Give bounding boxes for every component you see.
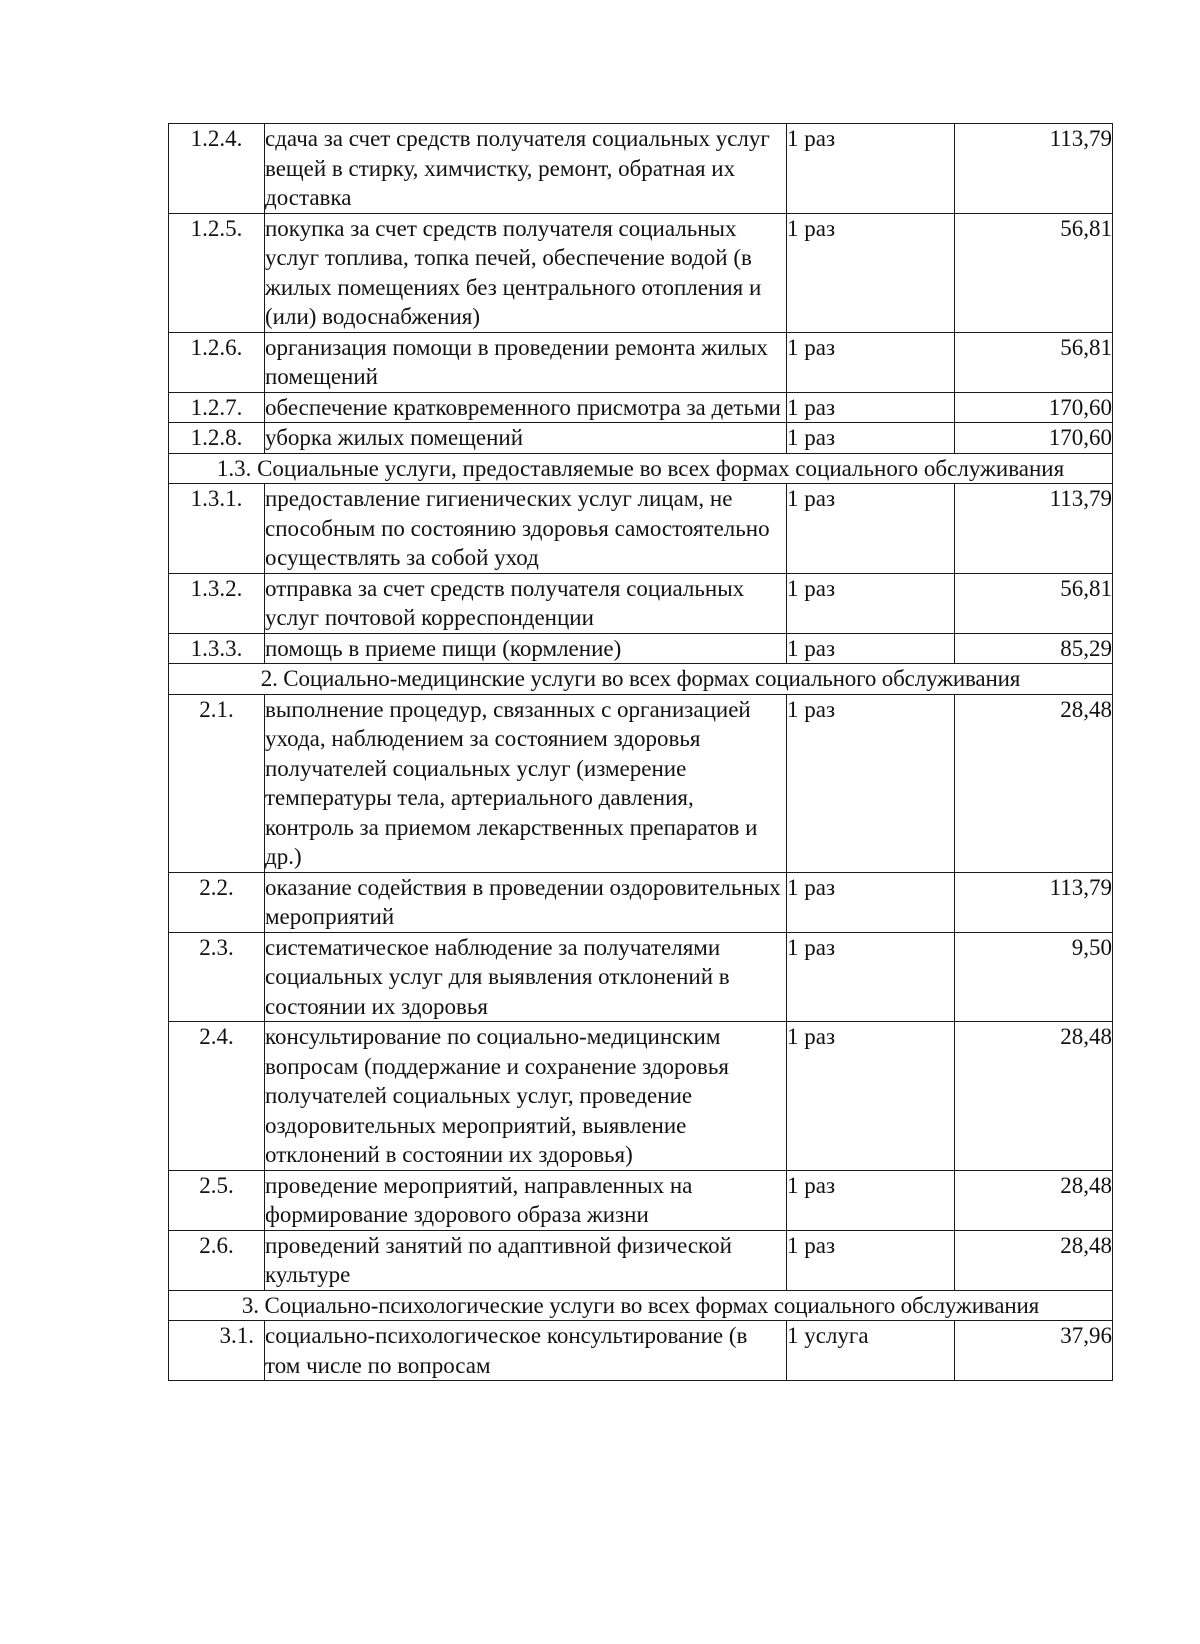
- table-row: [169, 423, 1113, 454]
- table-row: [169, 932, 1113, 1022]
- section-heading: 1.3. Социальные услуги, предоставляемые во всех формах социального обслуживания: [169, 453, 1113, 484]
- service-price: 113,79: [955, 872, 1113, 932]
- service-number: 2.4.: [169, 1022, 265, 1171]
- service-name: предоставление гигиенических услуг лицам, не способным по состоянию здоровья самостоятельно осуществлять за собой уход: [265, 484, 787, 574]
- section-row: [169, 1290, 1113, 1321]
- service-price: 28,48: [955, 1170, 1113, 1230]
- service-number: 1.2.7.: [169, 392, 265, 423]
- section-heading: 2. Социально-медицинские услуги во всех формах социального обслуживания: [169, 664, 1113, 695]
- service-name: сдача за счет средств получателя социальных услуг вещей в стирку, химчистку, ремонт, обратная их доставка: [265, 124, 787, 214]
- table-row: [169, 1230, 1113, 1290]
- service-unit: 1 раз: [787, 213, 955, 332]
- service-number: 1.2.5.: [169, 213, 265, 332]
- service-unit: 1 раз: [787, 573, 955, 633]
- service-name: систематическое наблюдение за получателями социальных услуг для выявления отклонений в состоянии их здоровья: [265, 932, 787, 1022]
- service-name: обеспечение кратковременного присмотра за детьми: [265, 392, 787, 423]
- service-unit: 1 раз: [787, 1170, 955, 1230]
- service-unit: 1 раз: [787, 124, 955, 214]
- service-number: 2.6.: [169, 1230, 265, 1290]
- service-unit: 1 раз: [787, 392, 955, 423]
- service-price: 113,79: [955, 124, 1113, 214]
- service-number: 2.3.: [169, 932, 265, 1022]
- service-unit: 1 раз: [787, 1022, 955, 1171]
- service-number: 1.3.3.: [169, 633, 265, 664]
- table-row: [169, 484, 1113, 574]
- section-row: [169, 664, 1113, 695]
- table-row: [169, 1022, 1113, 1171]
- service-unit: 1 раз: [787, 423, 955, 454]
- service-unit: 1 раз: [787, 932, 955, 1022]
- service-price: 37,96: [955, 1321, 1113, 1381]
- service-price: 9,50: [955, 932, 1113, 1022]
- service-price: 170,60: [955, 392, 1113, 423]
- service-price: 56,81: [955, 332, 1113, 392]
- service-name: проведение мероприятий, направленных на формирование здорового образа жизни: [265, 1170, 787, 1230]
- service-name: выполнение процедур, связанных с организацией ухода, наблюдением за состоянием здоровья получателей социальных услуг (измерение температуры тела, артериального давления, контроль за приемом лекарственных препаратов и др.): [265, 694, 787, 872]
- table-row: [169, 124, 1113, 214]
- service-name: консультирование по социально-медицинским вопросам (поддержание и сохранение здоровья получателей социальных услуг, проведение оздоровительных мероприятий, выявление отклонений в состоянии их здоровья): [265, 1022, 787, 1171]
- service-unit: 1 раз: [787, 633, 955, 664]
- service-price: 170,60: [955, 423, 1113, 454]
- service-price: 28,48: [955, 694, 1113, 872]
- service-unit: 1 услуга: [787, 1321, 955, 1381]
- service-price: 85,29: [955, 633, 1113, 664]
- service-name: помощь в приеме пищи (кормление): [265, 633, 787, 664]
- service-number: 1.2.4.: [169, 124, 265, 214]
- service-name: проведений занятий по адаптивной физической культуре: [265, 1230, 787, 1290]
- service-unit: 1 раз: [787, 872, 955, 932]
- service-name: уборка жилых помещений: [265, 423, 787, 454]
- service-price: 56,81: [955, 573, 1113, 633]
- service-unit: 1 раз: [787, 694, 955, 872]
- table-row: [169, 213, 1113, 332]
- service-number: 2.2.: [169, 872, 265, 932]
- table-row: [169, 1321, 1113, 1381]
- service-name: оказание содействия в проведении оздоровительных мероприятий: [265, 872, 787, 932]
- service-price: 56,81: [955, 213, 1113, 332]
- social-services-tariff-table: [168, 123, 1113, 1381]
- table-row: [169, 392, 1113, 423]
- table-row: [169, 694, 1113, 872]
- service-price: 28,48: [955, 1230, 1113, 1290]
- service-name: отправка за счет средств получателя социальных услуг почтовой корреспонденции: [265, 573, 787, 633]
- service-unit: 1 раз: [787, 484, 955, 574]
- service-name: покупка за счет средств получателя социальных услуг топлива, топка печей, обеспечение водой (в жилых помещениях без центрального отопления и (или) водоснабжения): [265, 213, 787, 332]
- service-number: 1.3.2.: [169, 573, 265, 633]
- service-number: 3.1.: [169, 1321, 265, 1381]
- service-unit: 1 раз: [787, 332, 955, 392]
- service-number: 1.2.6.: [169, 332, 265, 392]
- service-name: организация помощи в проведении ремонта жилых помещений: [265, 332, 787, 392]
- section-row: [169, 453, 1113, 484]
- service-price: 28,48: [955, 1022, 1113, 1171]
- service-name: социально-психологическое консультирование (в том числе по вопросам: [265, 1321, 787, 1381]
- service-number: 2.5.: [169, 1170, 265, 1230]
- service-unit: 1 раз: [787, 1230, 955, 1290]
- table-row: [169, 573, 1113, 633]
- table-row: [169, 1170, 1113, 1230]
- service-number: 2.1.: [169, 694, 265, 872]
- service-number: 1.2.8.: [169, 423, 265, 454]
- table-row: [169, 332, 1113, 392]
- service-number: 1.3.1.: [169, 484, 265, 574]
- service-price: 113,79: [955, 484, 1113, 574]
- table-row: [169, 872, 1113, 932]
- table-row: [169, 633, 1113, 664]
- section-heading: 3. Социально-психологические услуги во всех формах социального обслуживания: [169, 1290, 1113, 1321]
